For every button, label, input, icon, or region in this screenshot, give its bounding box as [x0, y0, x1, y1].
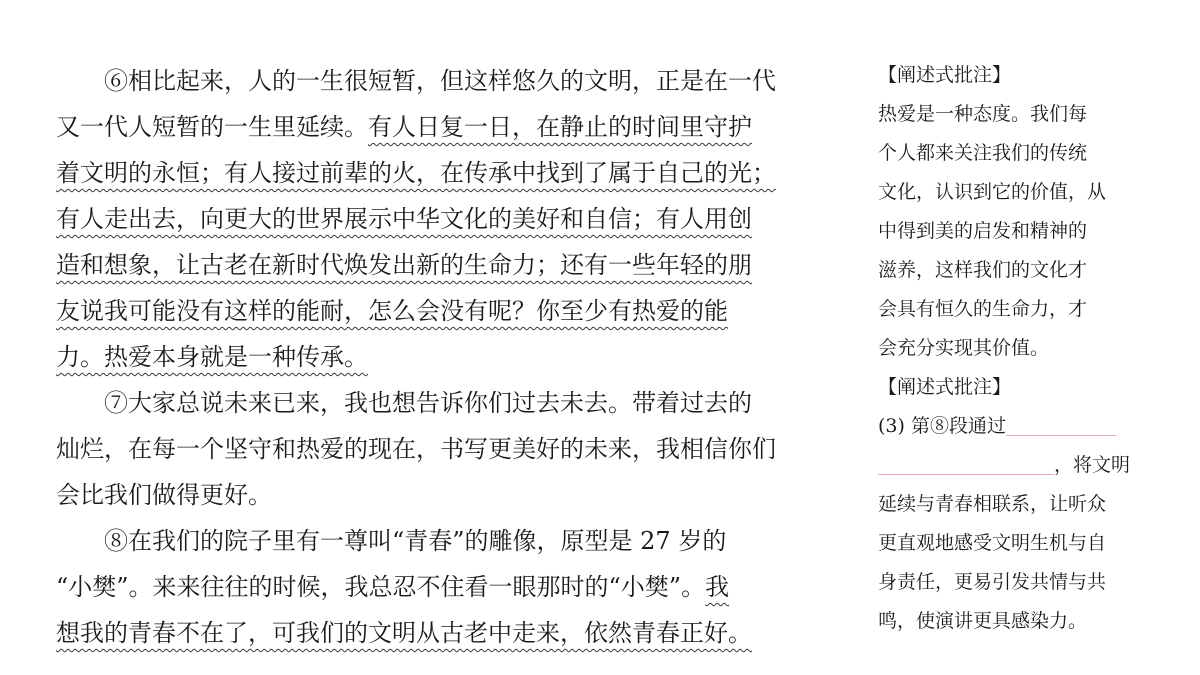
text-line [56, 288, 832, 334]
text-line [56, 334, 832, 380]
wavy-underlined-text: 有人走出去，向更大的世界展示中华文化的美好和自信；有人用创 [56, 205, 752, 233]
text-line [56, 58, 832, 104]
wavy-underlined-text: 我 [705, 573, 730, 601]
question-suffix: ，将文明 [1054, 454, 1131, 476]
answer-blank[interactable] [1006, 409, 1116, 436]
annotation-heading: 【阐述式批注】 [878, 64, 1012, 86]
wavy-underlined-text: 想我的青春不在了，可我们的文明从古老中走来，依然青春正好。 [56, 619, 752, 647]
text-line [56, 150, 832, 196]
wavy-underlined-text: 着文明的永恒；有人接过前辈的火，在传承中找到了属于自己的光； [56, 159, 776, 187]
wavy-underlined-text: 造和想象，让古老在新时代焕发出新的生命力；还有一些年轻的朋 [56, 251, 752, 279]
annotation-line: 鸣，使演讲更具感染力。 [878, 610, 1088, 632]
annotation-line: 会具有恒久的生命力，才 [878, 298, 1088, 320]
question-line [878, 407, 1146, 446]
annotation-line: 延续与青春相联系，让听众 [878, 493, 1107, 515]
annotation-line: 会充分实现其价值。 [878, 337, 1050, 359]
plain-text: 又一代人短暂的一生里延续。 [56, 113, 368, 141]
text-line [56, 564, 832, 610]
text-line [56, 104, 832, 150]
text-line [56, 196, 832, 242]
annotation-heading: 【阐述式批注】 [878, 376, 1012, 398]
annotation-line: 身责任，更易引发共情与共 [878, 571, 1107, 593]
annotation-line: 个人都来关注我们的传统 [878, 142, 1088, 164]
annotation-line: 中得到美的启发和精神的 [878, 220, 1088, 242]
wavy-underlined-text: 力。热爱本身就是一种传承。 [56, 343, 368, 371]
plain-text: ⑥相比起来，人的一生很短暂，但这样悠久的文明，正是在一代 [56, 67, 776, 95]
annotation-line: 热爱是一种态度。我们每 [878, 103, 1088, 125]
plain-text: 灿烂，在每一个坚守和热爱的现在，书写更美好的未来，我相信你们 [56, 435, 776, 463]
plain-text: 会比我们做得更好。 [56, 481, 272, 509]
annotation-line: 更直观地感受文明生机与自 [878, 532, 1107, 554]
text-line [56, 242, 832, 288]
main-text [56, 58, 832, 656]
question-prefix: (3) 第⑧段通过 [878, 415, 1006, 437]
annotation-line: 文化，认识到它的价值，从 [878, 181, 1107, 203]
text-line [56, 518, 832, 564]
wavy-underlined-text: 友说我可能没有这样的能耐，怎么会没有呢？你至少有热爱的能 [56, 297, 728, 325]
plain-text: “小樊”。来来往往的时候，我总忍不住看一眼那时的“小樊”。 [56, 573, 706, 601]
plain-text: ⑧在我们的院子里有一尊叫“青春”的雕像，原型是 27 岁的 [56, 527, 727, 555]
annotation-column [878, 56, 1146, 641]
text-line [56, 472, 832, 518]
question-line [878, 446, 1146, 485]
plain-text: ⑦大家总说未来已来，我也想告诉你们过去未去。带着过去的 [56, 389, 752, 417]
wavy-underlined-text: 有人日复一日，在静止的时间里守护 [368, 113, 752, 141]
text-line [56, 426, 832, 472]
answer-blank[interactable] [878, 448, 1054, 475]
text-line [56, 610, 832, 656]
annotation-line: 滋养，这样我们的文化才 [878, 259, 1088, 281]
text-line [56, 380, 832, 426]
